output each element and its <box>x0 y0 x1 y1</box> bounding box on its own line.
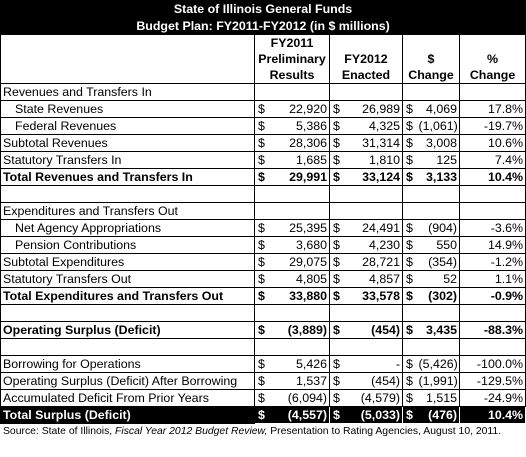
table-row <box>1 152 526 169</box>
dollar-sign: $ <box>330 118 345 135</box>
pct-change-value: -88.3% <box>460 322 526 339</box>
row-label: Total Surplus (Deficit) <box>1 407 255 424</box>
row-label: Statutory Transfers Out <box>1 271 255 288</box>
dollar-sign: $ <box>255 135 270 152</box>
change-value: 52 <box>417 271 460 288</box>
dollar-sign: $ <box>255 237 270 254</box>
dollar-sign: $ <box>403 288 417 305</box>
table-row <box>1 135 526 152</box>
fy2011-value: 33,880 <box>270 288 330 305</box>
fy2011-value: 3,680 <box>270 237 330 254</box>
change-value: (904) <box>417 220 460 237</box>
pct-change-value: 1.1% <box>460 271 526 288</box>
pct-change-value: -24.9% <box>460 390 526 407</box>
change-value: (354) <box>417 254 460 271</box>
blank-cell <box>330 84 403 101</box>
table-subtitle: Budget Plan: FY2011-FY2012 (in $ millions) <box>1 18 526 35</box>
pct-change-value: 14.9% <box>460 237 526 254</box>
dollar-sign: $ <box>330 101 345 118</box>
source-note <box>0 423 525 440</box>
dollar-sign: $ <box>255 407 270 424</box>
dollar-sign: $ <box>330 271 345 288</box>
table-row <box>1 237 526 254</box>
blank-cell <box>460 339 526 356</box>
dollar-sign: $ <box>255 254 270 271</box>
table-row <box>1 356 526 373</box>
fy2012-value: (454) <box>345 322 403 339</box>
table-title: State of Illinois General Funds <box>1 1 526 18</box>
change-value: 550 <box>417 237 460 254</box>
header-fy2011-line2: Preliminary <box>255 51 330 67</box>
change-value: 3,008 <box>417 135 460 152</box>
change-value: (476) <box>417 407 460 424</box>
header-pct-line1 <box>460 35 526 52</box>
blank-cell <box>460 203 526 220</box>
header-label-blank-3 <box>1 67 255 84</box>
pct-change-value: 10.4% <box>460 407 526 424</box>
row-label: Net Agency Appropriations <box>1 220 255 237</box>
dollar-sign: $ <box>255 220 270 237</box>
row-label: Operating Surplus (Deficit) After Borrowing <box>1 373 255 390</box>
fy2012-value: 33,124 <box>345 169 403 186</box>
header-row-3 <box>1 67 526 84</box>
title-row-1 <box>1 1 526 18</box>
section-row <box>1 84 526 101</box>
row-label: Borrowing for Operations <box>1 356 255 373</box>
fy2012-value: (454) <box>345 373 403 390</box>
row-label: Subtotal Revenues <box>1 135 255 152</box>
fy2012-value: 28,721 <box>345 254 403 271</box>
table-row <box>1 118 526 135</box>
dollar-sign: $ <box>403 356 417 373</box>
dollar-sign: $ <box>403 407 417 424</box>
dollar-sign: $ <box>403 169 417 186</box>
title-row-2 <box>1 18 526 35</box>
blank-cell <box>403 84 460 101</box>
section-label: Expenditures and Transfers Out <box>1 203 255 220</box>
header-fy2012-line2: FY2012 <box>330 51 403 67</box>
section-label: Revenues and Transfers In <box>1 84 255 101</box>
dollar-sign: $ <box>403 373 417 390</box>
section-row <box>1 203 526 220</box>
change-value: 4,069 <box>417 101 460 118</box>
dollar-sign: $ <box>255 118 270 135</box>
row-label: Federal Revenues <box>1 118 255 135</box>
blank-cell <box>330 305 403 322</box>
header-change-line1 <box>403 35 460 52</box>
blank-cell <box>255 339 330 356</box>
blank-cell <box>1 186 255 203</box>
dollar-sign: $ <box>330 152 345 169</box>
dollar-sign: $ <box>330 390 345 407</box>
fy2011-value: 1,685 <box>270 152 330 169</box>
dollar-sign: $ <box>255 152 270 169</box>
table-row <box>1 390 526 407</box>
row-label: Total Expenditures and Transfers Out <box>1 288 255 305</box>
header-change-line3: Change <box>403 67 460 84</box>
row-label: Subtotal Expenditures <box>1 254 255 271</box>
table-row <box>1 169 526 186</box>
pct-change-value: 7.4% <box>460 152 526 169</box>
blank-cell <box>403 186 460 203</box>
row-label: Statutory Transfers In <box>1 152 255 169</box>
dollar-sign: $ <box>330 407 345 424</box>
header-row-2 <box>1 51 526 67</box>
header-fy2012-line3: Enacted <box>330 67 403 84</box>
dollar-sign: $ <box>255 169 270 186</box>
table-row <box>1 220 526 237</box>
row-label: Total Revenues and Transfers In <box>1 169 255 186</box>
dollar-sign: $ <box>403 118 417 135</box>
header-pct-line3: Change <box>460 67 526 84</box>
dollar-sign: $ <box>330 288 345 305</box>
dollar-sign: $ <box>403 322 417 339</box>
pct-change-value: -1.2% <box>460 254 526 271</box>
pct-change-value: -129.5% <box>460 373 526 390</box>
dollar-sign: $ <box>403 254 417 271</box>
blank-cell <box>330 339 403 356</box>
dollar-sign: $ <box>330 373 345 390</box>
blank-cell <box>255 203 330 220</box>
fy2012-value: 33,578 <box>345 288 403 305</box>
fy2011-value: 25,395 <box>270 220 330 237</box>
blank-cell <box>1 339 255 356</box>
table-row <box>1 322 526 339</box>
fy2012-value: 4,325 <box>345 118 403 135</box>
fy2011-value: 4,805 <box>270 271 330 288</box>
blank-cell <box>460 305 526 322</box>
header-fy2011-line3: Results <box>255 67 330 84</box>
row-label: Operating Surplus (Deficit) <box>1 322 255 339</box>
dollar-sign: $ <box>255 373 270 390</box>
dollar-sign: $ <box>330 237 345 254</box>
fy2011-value: 1,537 <box>270 373 330 390</box>
blank-cell <box>460 186 526 203</box>
dollar-sign: $ <box>330 135 345 152</box>
fy2011-value: 22,920 <box>270 101 330 118</box>
blank-cell <box>460 84 526 101</box>
blank-cell <box>1 305 255 322</box>
source-title: Fiscal Year 2012 Budget Review, <box>115 426 268 437</box>
change-value: (302) <box>417 288 460 305</box>
fy2012-value: (4,579) <box>345 390 403 407</box>
dollar-sign: $ <box>403 237 417 254</box>
blank-cell <box>403 203 460 220</box>
dollar-sign: $ <box>403 271 417 288</box>
table-row <box>1 373 526 390</box>
blank-row <box>1 186 526 203</box>
dollar-sign: $ <box>255 356 270 373</box>
change-value: (1,991) <box>418 374 458 388</box>
change-value: 3,435 <box>417 322 460 339</box>
table-row <box>1 271 526 288</box>
fy2011-value: 29,075 <box>270 254 330 271</box>
fy2011-value: 5,426 <box>270 356 330 373</box>
pct-change-value: -3.6% <box>460 220 526 237</box>
source-suffix: Presentation to Rating Agencies, August 10, 2011. <box>267 426 502 437</box>
change-value: 1,515 <box>417 390 460 407</box>
row-label: State Revenues <box>1 101 255 118</box>
fy2011-value: 29,991 <box>270 169 330 186</box>
dollar-sign: $ <box>330 220 345 237</box>
fy2012-value: 26,989 <box>345 101 403 118</box>
pct-change-value: 17.8% <box>460 101 526 118</box>
change-value: 3,133 <box>417 169 460 186</box>
change-value: (5,426) <box>418 357 458 371</box>
blank-cell <box>403 305 460 322</box>
dollar-sign: $ <box>330 322 345 339</box>
source-prefix: Source: State of Illinois, <box>3 426 116 437</box>
dollar-sign: $ <box>255 322 270 339</box>
header-change-line2: $ <box>403 51 460 67</box>
change-value: 125 <box>417 152 460 169</box>
dollar-sign: $ <box>403 135 417 152</box>
header-label-blank-2 <box>1 51 255 67</box>
row-label: Accumulated Deficit From Prior Years <box>1 390 255 407</box>
pct-change-value: 10.6% <box>460 135 526 152</box>
fy2012-value: 4,857 <box>345 271 403 288</box>
dollar-sign: $ <box>330 356 345 373</box>
header-pct-line2: % <box>460 51 526 67</box>
fy2012-value: 24,491 <box>345 220 403 237</box>
dollar-sign: $ <box>255 288 270 305</box>
fy2012-value: 31,314 <box>345 135 403 152</box>
dollar-sign: $ <box>255 101 270 118</box>
fy2012-value: 1,810 <box>345 152 403 169</box>
change-value: (1,061) <box>418 119 458 133</box>
dollar-sign: $ <box>403 101 417 118</box>
row-label: Pension Contributions <box>1 237 255 254</box>
fy2011-value: (4,557) <box>270 407 330 424</box>
blank-cell <box>255 305 330 322</box>
fy2011-value: (6,094) <box>270 390 330 407</box>
blank-cell <box>255 186 330 203</box>
blank-cell <box>403 339 460 356</box>
dollar-sign: $ <box>330 169 345 186</box>
dollar-sign: $ <box>330 254 345 271</box>
blank-row <box>1 339 526 356</box>
pct-change-value: -100.0% <box>460 356 526 373</box>
table-row <box>1 254 526 271</box>
table-row <box>1 288 526 305</box>
blank-cell <box>330 203 403 220</box>
dollar-sign: $ <box>403 152 417 169</box>
pct-change-value: -0.9% <box>460 288 526 305</box>
blank-row <box>1 305 526 322</box>
table-row <box>1 407 526 424</box>
dollar-sign: $ <box>255 271 270 288</box>
dollar-sign: $ <box>403 220 417 237</box>
dollar-sign: $ <box>403 390 417 407</box>
blank-cell <box>255 84 330 101</box>
fy2012-value: (5,033) <box>345 407 403 424</box>
fy2012-value: - <box>345 356 403 373</box>
fy2011-value: (3,889) <box>270 322 330 339</box>
pct-change-value: -19.7% <box>460 118 526 135</box>
table-row <box>1 101 526 118</box>
header-fy2011-line1: FY2011 <box>255 35 330 52</box>
blank-cell <box>330 186 403 203</box>
header-fy2012-line1 <box>330 35 403 52</box>
fy2011-value: 28,306 <box>270 135 330 152</box>
fy2012-value: 4,230 <box>345 237 403 254</box>
fy2011-value: 5,386 <box>270 118 330 135</box>
pct-change-value: 10.4% <box>460 169 526 186</box>
header-label-blank <box>1 35 255 52</box>
header-row-1 <box>1 35 526 52</box>
dollar-sign: $ <box>255 390 270 407</box>
